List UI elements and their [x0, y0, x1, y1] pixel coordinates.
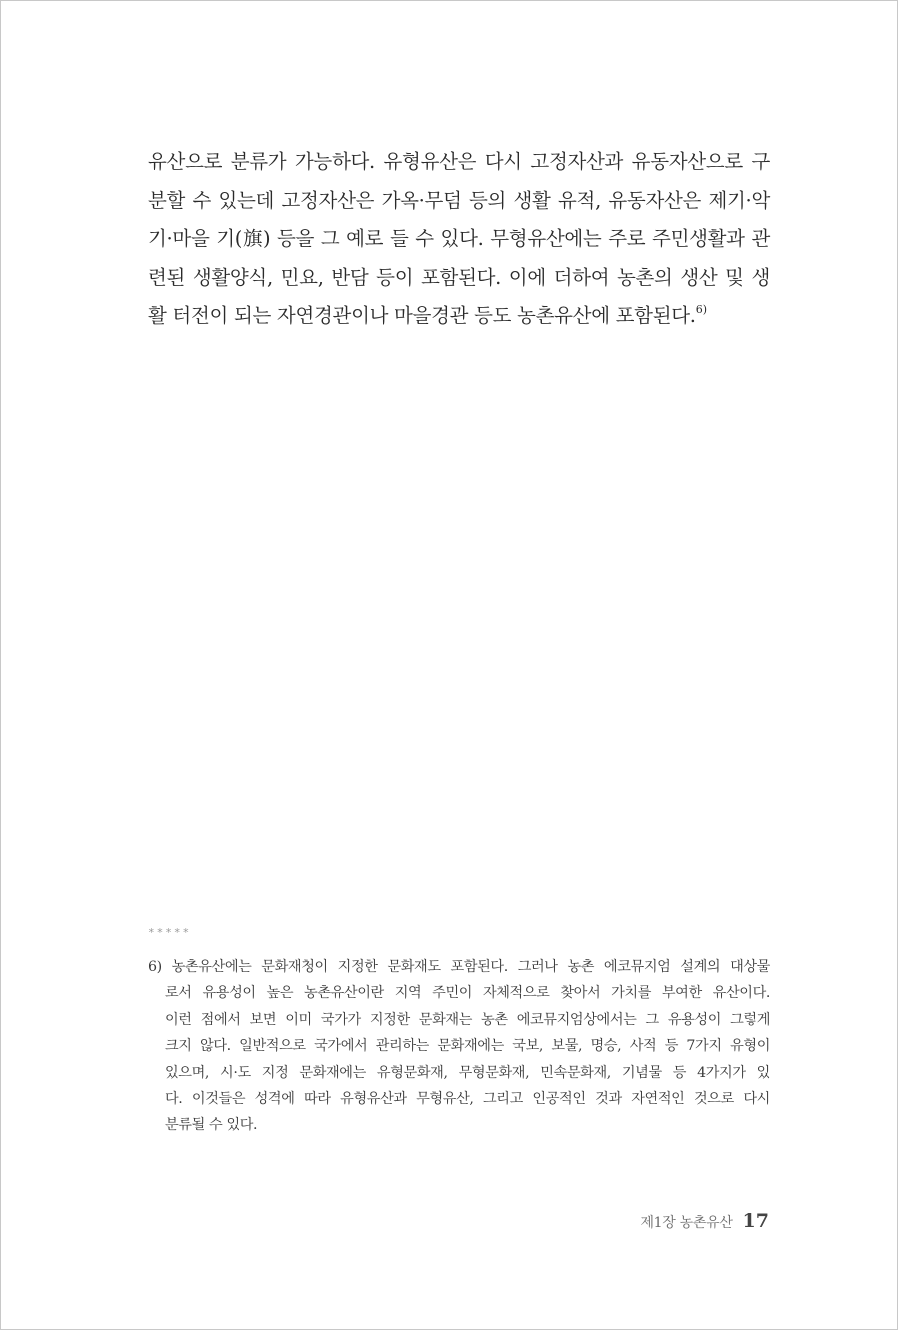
footnote-reference[interactable]: 6) [695, 303, 707, 316]
page-number: 17 [742, 1210, 769, 1232]
body-line: 기·마을 기(旗) 등을 그 예로 들 수 있다. 무형유산에는 주로 주민생활과 관 [148, 227, 770, 250]
footnote-line: 이런 점에서 보면 이미 국가가 지정한 문화재는 농촌 에코뮤지엄상에서는 그 유용성이 그렇게 [165, 1011, 770, 1028]
footnote-separator: ***** [148, 926, 192, 939]
footnote-line: 다. 이것들은 성격에 따라 유형유산과 무형유산, 그리고 인공적인 것과 자연적인 것으로 다시 [165, 1091, 770, 1108]
body-line: 유산으로 분류가 가능하다. 유형유산은 다시 고정자산과 유동자산으로 구 [148, 150, 770, 173]
footnote-line: 분류될 수 있다. [165, 1117, 258, 1134]
running-footer [640, 1210, 769, 1232]
footnote-line: 로서 유용성이 높은 농촌유산이란 지역 주민이 자체적으로 찾아서 가치를 부여한 유산이다. [165, 985, 770, 1002]
footnote-line: 크지 않다. 일반적으로 국가에서 관리하는 문화재에는 국보, 보물, 명승, 사적 등 7가지 유형이 [165, 1038, 770, 1055]
chapter-title: 제1장 농촌유산 [640, 1215, 733, 1231]
body-line: 련된 생활양식, 민요, 반담 등이 포함된다. 이에 더하여 농촌의 생산 및 생 [148, 265, 770, 289]
body-line-last [148, 297, 770, 336]
footnote-line: 있으며, 시·도 지정 문화재에는 유형문화재, 무형문화재, 민속문화재, 기념물 등 4가지가 있 [165, 1064, 770, 1081]
body-paragraph [148, 143, 770, 336]
body-line: 분할 수 있는데 고정자산은 가옥·무덤 등의 생활 유적, 유동자산은 제기·악 [148, 188, 770, 212]
footnote-marker: 6) [148, 959, 162, 975]
footnote-first-line [148, 954, 770, 980]
body-line: 활 터전이 되는 자연경관이나 마을경관 등도 농촌유산에 포함된다. [148, 304, 696, 327]
footnote [148, 954, 770, 1139]
footnote-line: 농촌유산에는 문화재청이 지정한 문화재도 포함된다. 그러나 농촌 에코뮤지엄 설계의 대상물 [171, 959, 770, 975]
